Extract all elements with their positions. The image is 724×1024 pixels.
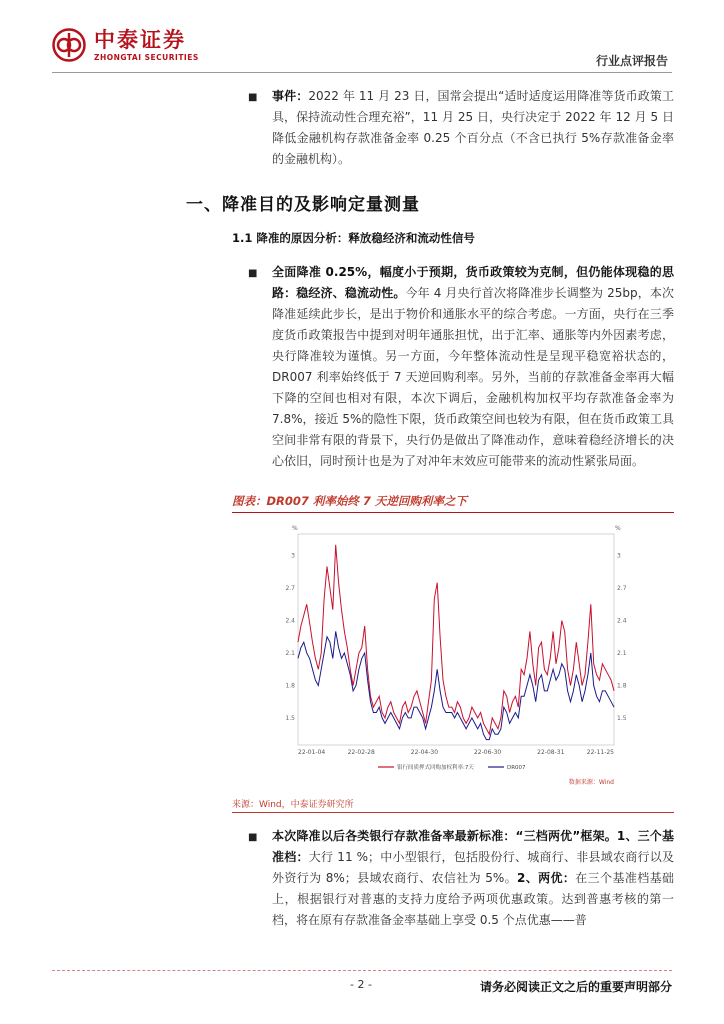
y-axis-unit-right: % [615, 525, 621, 532]
x-tick-label: 22-06-30 [473, 749, 502, 756]
report-header [0, 0, 724, 80]
header-divider [52, 72, 672, 73]
x-tick-label: 22-11-25 [586, 749, 614, 756]
y-tick-label-left: 2.1 [285, 650, 295, 658]
zhongtai-logo-icon [52, 28, 86, 62]
event-paragraph [272, 86, 674, 170]
legend-label: 银行间质押式回购加权利率:7天 [397, 765, 474, 771]
figure-title-bar [232, 492, 674, 513]
event-text: 2022 年 11 月 23 日，国常会提出“适时适度运用降准等货币政策工具，保持流动性合理充裕”，11 月 25 日，央行决定于 2022 年 12 月 5 日降低金融机构存款准备金率 0.25 个百分点（不含已执行 5%存款准备金率的金融机构）。 [272, 89, 674, 166]
y-axis-unit-left: % [292, 525, 298, 532]
y-tick-label-left: 3 [291, 552, 295, 560]
chart-svg [278, 520, 638, 790]
y-tick-label-right: 3 [617, 552, 621, 560]
figure-source: 来源：Wind，中泰证券研究所 [232, 800, 354, 810]
y-tick-label-left: 1.5 [285, 714, 295, 722]
x-tick-label: 22-01-04 [298, 749, 326, 756]
reserve-text-1: 大行 11 %；中小型银行，包括股份行、城商行、非县域农商行以及外资行为 8%；县域农商行、农信社为 5%。 [272, 850, 674, 885]
series-line [298, 631, 614, 739]
y-tick-label-right: 2.1 [617, 650, 627, 658]
figure-title: 图表：DR007 利率始终 7 天逆回购利率之下 [232, 494, 467, 508]
subsection-heading: 1.1 降准的原因分析：释放稳经济和流动性信号 [232, 231, 475, 245]
legend-label: DR007 [507, 765, 526, 771]
reserve-ratio-paragraph [272, 826, 674, 931]
chart-source-label: 数据来源：Wind [568, 779, 614, 786]
y-tick-label-left: 1.8 [285, 682, 295, 690]
y-tick-label-right: 2.7 [617, 585, 627, 593]
analysis-lead: 全面降准 0.25%，幅度小于预期，货币政策较为克制，但仍能体现稳的思路：稳经济、稳流动性。 [272, 265, 674, 300]
y-tick-label-right: 2.4 [617, 617, 627, 625]
logo-chinese-name: 中泰证券 [94, 27, 186, 52]
x-tick-label: 22-02-28 [347, 749, 375, 756]
bullet-square-icon: ■ [248, 92, 258, 103]
y-tick-label-left: 2.4 [285, 617, 295, 625]
analysis-text: 今年 4 月央行首次将降准步长调整为 25bp，本次降准延续此步长，是出于物价和通胀水平的综合考虑。一方面，央行在三季度货币政策报告中提到对明年通胀担忧，出于汇率、通胀等内外因素考虑，央行降准较为谨慎。另一方面，今年整体流动性是呈现平稳宽裕状态的，DR007 利率始终低于 7 天逆回购利率。另外，当前的存款准备金率再大幅下降的空间也相对有限，本次下调后，金融机构加权平均存款准备金率为 7.8%，接近 5%的隐性下限，货币政策空间也较为有限，但在货币政策工具空间非常有限的背景下，央行仍是做出了降准动作，意味着稳经济增长的决心依旧，同时预计也是为了对冲年末效应可能带来的流动性紧张局面。 [272, 286, 674, 468]
reserve-lead: 本次降准以后各类银行存款准备率最新标准：“三档两优”框架。1、三个基准档： [272, 829, 674, 864]
footer-divider [52, 970, 672, 971]
y-tick-label-left: 2.7 [285, 585, 295, 593]
page-number: - 2 - [350, 978, 372, 991]
line-chart [278, 520, 638, 790]
footer-disclaimer: 请务必阅读正文之后的重要声明部分 [479, 980, 672, 994]
analysis-paragraph [272, 262, 674, 472]
x-tick-label: 22-04-30 [410, 749, 439, 756]
reserve-lead-2: 2、两优： [517, 871, 576, 885]
reserve-text-2: 在三个基准档基础上，根据银行对普惠的支持力度给予两项优惠政策。达到普惠考核的第一档，将在原有存款准备金率基础上享受 0.5 个点优惠——普 [272, 871, 674, 927]
bullet-square-icon: ■ [248, 268, 258, 279]
series-line [298, 545, 614, 734]
figure-divider [232, 812, 674, 813]
company-logo [52, 28, 199, 62]
y-tick-label-right: 1.8 [617, 682, 627, 690]
logo-english-name: ZHONGTAI SECURITIES [94, 52, 199, 62]
y-tick-label-right: 1.5 [617, 714, 627, 722]
x-tick-label: 22-08-31 [537, 749, 565, 756]
bullet-square-icon: ■ [248, 832, 258, 843]
document-type: 行业点评报告 [595, 54, 668, 68]
event-lead: 事件： [272, 89, 309, 103]
section-heading: 一、降准目的及影响定量测量 [186, 195, 420, 215]
